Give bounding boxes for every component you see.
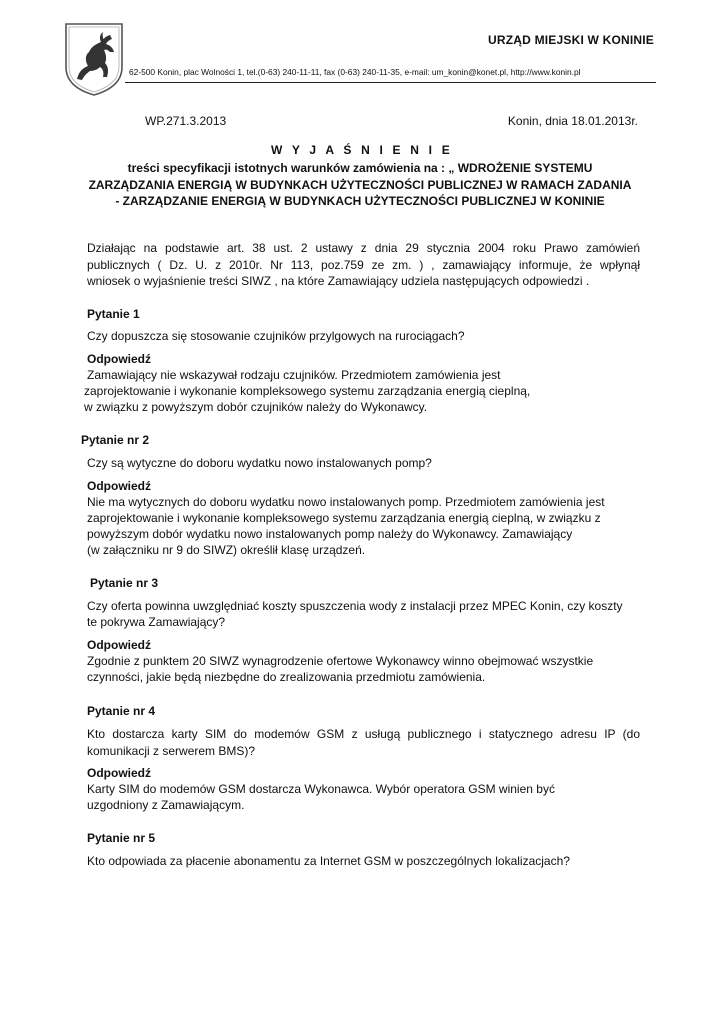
question-5-text: Kto odpowiada za płacenie abonamentu za Internet GSM w poszczególnych lokalizacjach? xyxy=(87,854,570,868)
question-4-line: komunikacji z serwerem BMS)? xyxy=(87,743,256,758)
subject-line: - ZARZĄDZANIE ENERGIĄ W BUDYNKACH UŻYTECZNOŚCI PUBLICZNEJ W KONINIE xyxy=(115,194,605,208)
intro-paragraph xyxy=(87,240,640,290)
document-subject xyxy=(60,160,660,210)
answer-2-label: Odpowiedź xyxy=(87,479,151,493)
question-3-heading: Pytanie nr 3 xyxy=(90,576,159,590)
answer-2-line: (w załączniku nr 9 do SIWZ) określił klasę urządzeń. xyxy=(87,543,366,557)
document-title: W Y J A Ś N I E N I E xyxy=(271,143,453,157)
subject-line: ZARZĄDZANIA ENERGIĄ W BUDYNKACH UŻYTECZNOŚCI PUBLICZNEJ W RAMACH ZADANIA xyxy=(88,177,632,192)
question-1-text: Czy dopuszcza się stosowanie czujników przylgowych na rurociągach? xyxy=(87,329,465,343)
answer-3-line: Zgodnie z punktem 20 SIWZ wynagrodzenie ofertowe Wykonawcy winno obejmować wszystkie xyxy=(87,654,594,668)
place-date: Konin, dnia 18.01.2013r. xyxy=(507,114,638,128)
answer-3-line: czynności, jakie będą niezbędne do zrealizowania przedmiotu zamówienia. xyxy=(87,670,486,684)
answer-2-line: Nie ma wytycznych do doboru wydatku nowo instalowanych pomp. Przedmiotem zamówienia jest xyxy=(87,495,605,509)
subject-line: treści specyfikacji istotnych warunków zamówienia na : „ WDROŻENIE SYSTEMU xyxy=(127,161,593,175)
answer-3-label: Odpowiedź xyxy=(87,638,151,652)
answer-1-line: Zamawiający nie wskazywał rodzaju czujników. Przedmiotem zamówienia jest xyxy=(87,368,501,382)
question-5-heading: Pytanie nr 5 xyxy=(87,831,156,845)
header-divider xyxy=(125,82,656,83)
reference-number: WP.271.3.2013 xyxy=(145,114,227,128)
question-3-line: Czy oferta powinna uwzględniać koszty spuszczenia wody z instalacji przez MPEC Konin, czy koszty xyxy=(87,599,623,613)
question-1-heading: Pytanie 1 xyxy=(87,307,140,321)
question-3-line: te pokrywa Zamawiający? xyxy=(87,615,226,629)
answer-4-line: uzgodniony z Zamawiającym. xyxy=(87,798,245,812)
office-contact: 62-500 Konin, plac Wolności 1, tel.(0-63) 240-11-11, fax (0-63) 240-11-35, e-mail: um_konin@konet.pl, http://www.konin.pl xyxy=(129,67,581,77)
answer-1-label: Odpowiedź xyxy=(87,352,151,366)
office-name: URZĄD MIEJSKI W KONINIE xyxy=(488,33,654,47)
answer-2-line: zaprojektowanie i wykonanie kompleksowego systemu zarządzania energią cieplną, w związku z xyxy=(87,511,601,525)
horse-crest-icon xyxy=(63,21,125,97)
answer-1-line: w związku z powyższym dobór czujników należy do Wykonawcy. xyxy=(84,400,428,414)
intro-line: wniosek o wyjaśnienie treści SIWZ , na które Zamawiający udziela następujących odpowiedzi . xyxy=(87,274,590,288)
question-4-text xyxy=(87,726,640,759)
answer-1-line: zaprojektowanie i wykonanie kompleksowego systemu zarządzania energią cieplną, xyxy=(84,384,531,398)
answer-2-line: powyższym dobór wydatku nowo instalowanych pomp należy do Wykonawcy. Zamawiający xyxy=(87,527,573,541)
intro-line: publicznych ( Dz. U. z 2010r. Nr 113, poz.759 ze zm. ) , zamawiający informuje, że wpłynął xyxy=(87,257,640,272)
answer-4-line: Karty SIM do modemów GSM dostarcza Wykonawca. Wybór operatora GSM winien być xyxy=(87,782,555,796)
question-4-line: Kto dostarcza karty SIM do modemów GSM z usługą publicznego i statycznego adresu IP (do xyxy=(87,727,640,741)
question-2-heading: Pytanie nr 2 xyxy=(81,433,150,447)
question-2-text: Czy są wytyczne do doboru wydatku nowo instalowanych pomp? xyxy=(87,456,432,470)
answer-4-label: Odpowiedź xyxy=(87,766,151,780)
question-4-heading: Pytanie nr 4 xyxy=(87,704,156,718)
intro-line: Działając na podstawie art. 38 ust. 2 ustawy z dnia 29 stycznia 2004 roku Prawo zamówień xyxy=(87,241,640,255)
